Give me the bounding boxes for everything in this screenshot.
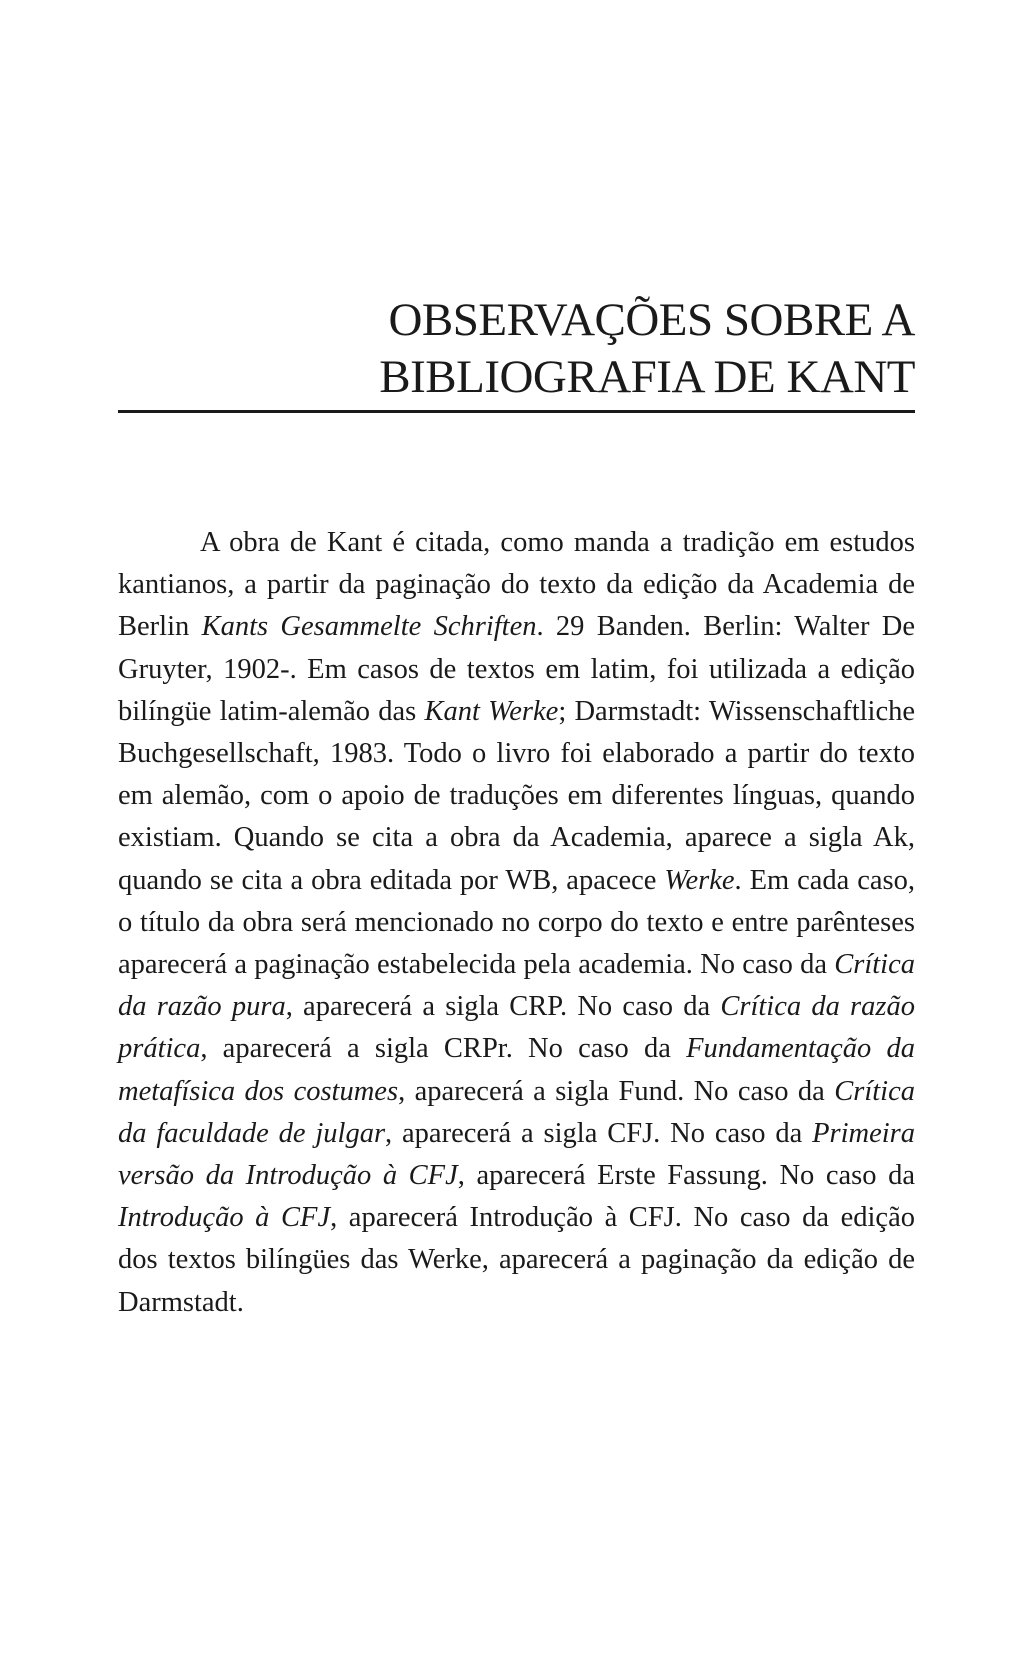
chapter-title [118, 292, 915, 406]
italic-title-kants-gesammelte-schriften: Kants Gesammelte Schriften [201, 611, 537, 643]
text-run: , aparecerá a sigla CRP. No caso da [285, 991, 721, 1023]
italic-title-critica-faculdade-julgar: Crítica da faculdade de julgar [118, 1075, 915, 1149]
text-run: . 29 Banden. Berlin: Walter De Gruyter, 1902-. Em casos de textos em latim, foi utilizada a edição bilíngüe latim-alemão das [118, 611, 915, 727]
text-run: , aparecerá a sigla CFJ. No caso da [385, 1117, 813, 1149]
text-run: , aparecerá Erste Fassung. No caso da [457, 1160, 915, 1192]
italic-title-kant-werke: Kant Werke [424, 695, 559, 727]
italic-title-primeira-versao: Primeira versão da Introdução à CFJ [118, 1117, 915, 1192]
italic-title-introducao-cfj: Introdução à CFJ [118, 1202, 331, 1234]
text-run: , aparecerá Introdução à CFJ. No caso da edição dos textos bilíngües das Werke, aparecerá a paginação da edição de Darmstadt. [118, 1202, 915, 1318]
text-run: A obra de Kant é citada, como manda a tradição em estudos kantianos, a partir da paginação do texto da edição da Academia de Berlin [118, 527, 915, 643]
title-divider [118, 410, 915, 413]
text-run: ; Darmstadt: Wissenschaftliche Buchgesellschaft, 1983. Todo o livro foi elaborado a partir do texto em alemão, com o apoio de traduções em diferentes línguas, quando existiam. Quando se cita a obra da Academia, aparece a sigla Ak, quando se cita a obra editada por WB, apacece [118, 695, 916, 896]
text-run: , aparecerá a sigla CRPr. No caso da [200, 1033, 687, 1065]
italic-title-critica-razao-pura: Crítica da razão pura [118, 949, 915, 1023]
text-run: . Em cada caso, o título da obra será mencionado no corpo do texto e entre parênteses aparecerá a paginação estabelecida pela academia. No caso da [118, 864, 915, 981]
italic-title-werke: Werke [664, 864, 735, 896]
body-paragraph [118, 522, 915, 1324]
italic-title-fundamentacao: Fundamentação da metafísica dos costumes [118, 1033, 916, 1107]
italic-title-critica-razao-pratica: Crítica da razão prática [118, 991, 915, 1065]
chapter-title-line-2: BIBLIOGRAFIA DE KANT [379, 351, 915, 403]
chapter-title-line-1: OBSERVAÇÕES SOBRE A [388, 294, 915, 346]
text-run: , aparecerá a sigla Fund. No caso da [398, 1075, 835, 1107]
